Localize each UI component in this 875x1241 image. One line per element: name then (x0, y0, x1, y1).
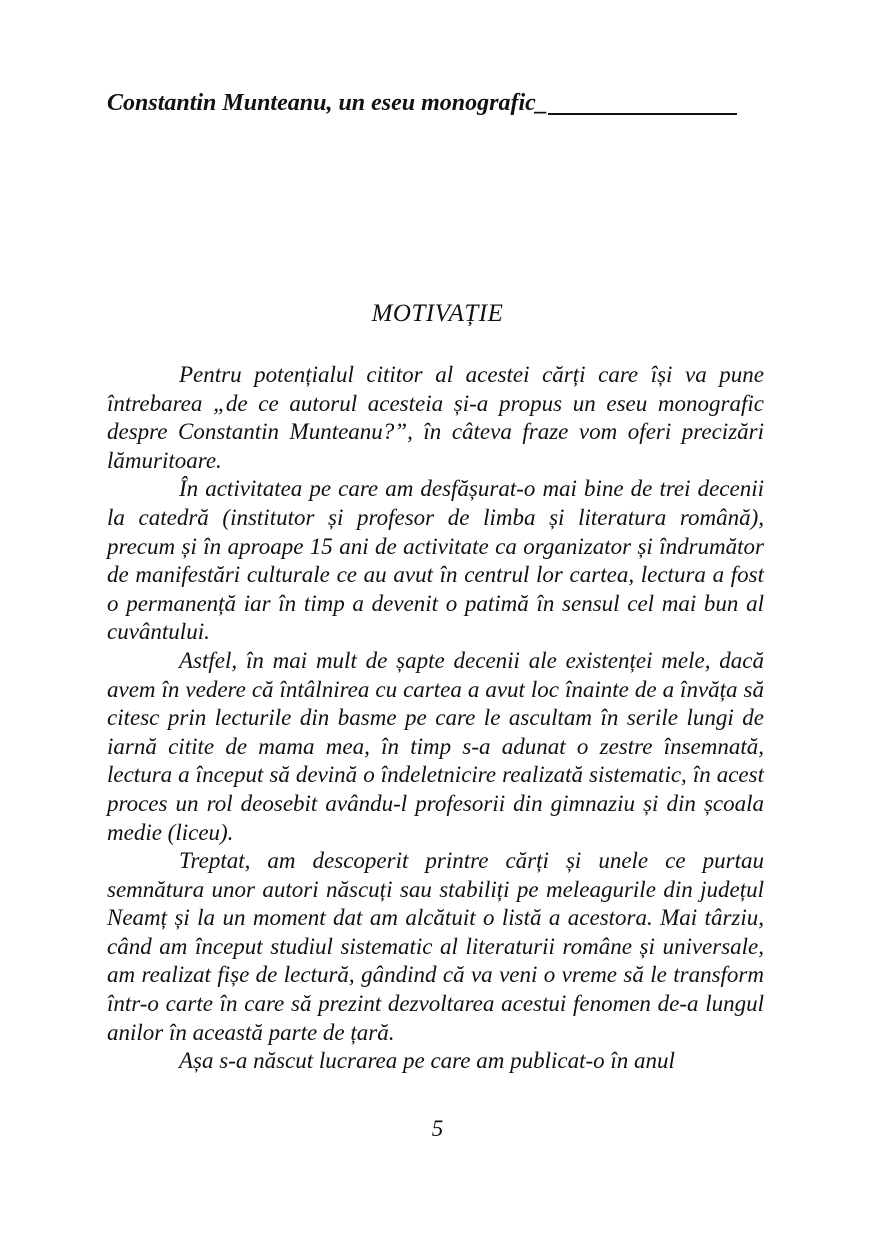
running-header-title: Constantin Munteanu, un eseu monografic_ (107, 90, 548, 116)
section-title: MOTIVAȚIE (371, 300, 504, 327)
body-text (107, 361, 764, 1076)
page-number: 5 (431, 1116, 444, 1141)
paragraph: Astfel, în mai mult de șapte decenii ale existenței mele, dacă avem în vedere că întâlnirea cu cartea a avut loc înainte de a învăța să citesc prin lecturile din basme pe care le ascultam în serile lungi de iarnă citite de mama mea, în timp s-a adunat o zestre însemnată, lectura a început să devină o îndeletnicire realizată sistematic, în acest proces un rol deosebit avându-l profesorii din gimnaziu și din școala medie (liceu). (107, 647, 764, 845)
paragraph: Treptat, am descoperit printre cărți și unele ce purtau semnătura unor autori născuți sau stabiliți pe meleagurile din județul Neamț și la un moment dat am alcătuit o listă a acestora. Mai târziu, când am început studiul sistematic al literaturii române și universale, am realizat fișe de lectură, gândind că va veni o vreme să le transform într-o carte în care să prezint dezvoltarea acestui fenomen de-a lungul anilor în această parte de țară. (107, 848, 764, 1045)
header-underline-rule (548, 113, 737, 115)
paragraph: În activitatea pe care am desfășurat-o mai bine de trei decenii la catedră (institutor și profesor de limba și literatura română), precum și în aproape 15 ani de activitate ca organizator și îndrumător de manifestări culturale ce au avut în centrul lor cartea, lectura a fost o permanență iar în timp a devenit o patimă în sensul cel mai bun al cuvântului. (107, 476, 764, 645)
paragraph: Pentru potențialul cititor al acestei cărți care își va pune întrebarea „de ce autorul acesteia și-a propus un eseu monografic despre Constantin Munteanu?”, în câteva fraze vom oferi precizări lămuritoare. (107, 362, 764, 473)
paragraph: Așa s-a născut lucrarea pe care am publicat-o în anul (179, 1048, 675, 1074)
running-header (107, 90, 737, 118)
